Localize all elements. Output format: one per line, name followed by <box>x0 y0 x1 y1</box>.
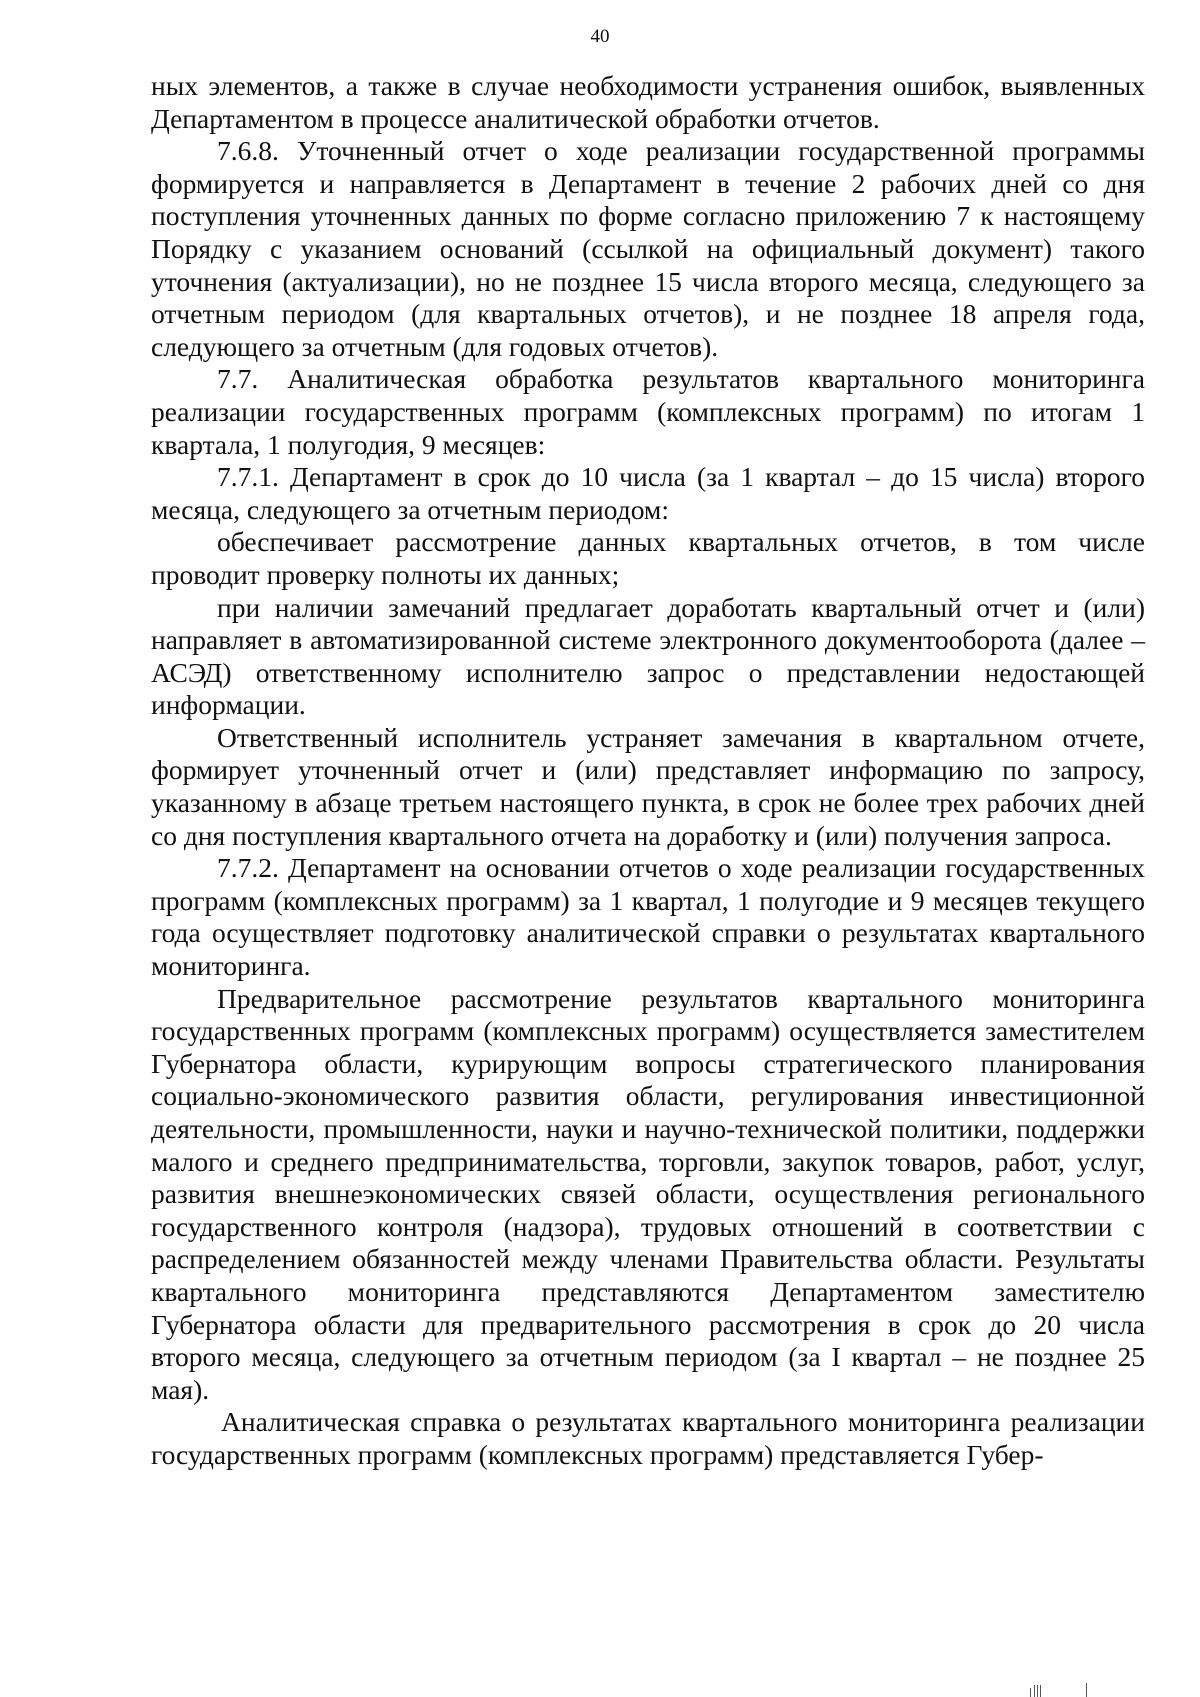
paragraph-analytical-note: Аналитическая справка о результатах квартального мониторинга реализации государственных программ (комплексных программ) представляется Губер- <box>151 1406 1145 1470</box>
paragraph-remarks-request: при наличии замечаний предлагает доработать квартальный отчет и (или) направляет в автоматизированной системе электронного документооборота (далее – АСЭД) ответственному исполнителю запрос о представлении недостающей информации. <box>151 591 1145 721</box>
paragraph-review-reports: обеспечивает рассмотрение данных квартальных отчетов, в том числе проводит проверку полноты их данных; <box>151 526 1145 590</box>
page-number: 40 <box>590 26 610 47</box>
paragraph-preliminary-review: Предварительное рассмотрение результатов квартального мониторинга государственных программ (комплексных программ) осуществляется заместителем Губернатора области, курирующим вопросы стратегического планирования социально-экономического развития области, регулирования инвестиционной деятельности, промышленности, науки и научно-технической политики, поддержки малого и среднего предпринимательства, торговли, закупок товаров, работ, услуг, развития внешнеэкономических связей области, осуществления регионального государственного контроля (надзора), трудовых отношений в соответствии с распределением обязанностей между членами Правительства области. Результаты квартального мониторинга представляются Департаментом заместителю Губернатора области для предварительного рассмотрения в срок до 20 числа второго месяца, следующего за отчетным периодом (за I квартал – не позднее 25 мая). <box>151 982 1145 1405</box>
paragraph-7-7: 7.7. Аналитическая обработка результатов квартального мониторинга реализации государственных программ (комплексных программ) по итогам 1 квартала, 1 полугодия, 9 месяцев: <box>151 363 1145 460</box>
paragraph-continuation: ных элементов, а также в случае необходимости устранения ошибок, выявленных Департаментом в процессе аналитической обработки отчетов. <box>151 70 1145 134</box>
scan-edge-marks <box>1030 1682 1090 1697</box>
paragraph-7-7-1: 7.7.1. Департамент в срок до 10 числа (за 1 квартал – до 15 числа) второго месяца, следующего за отчетным периодом: <box>151 461 1145 525</box>
paragraph-7-7-2: 7.7.2. Департамент на основании отчетов о ходе реализации государственных программ (комплексных программ) за 1 квартал, 1 полугодие и 9 месяцев текущего года осуществляет подготовку аналитической справки о результатах квартального мониторинга. <box>151 852 1145 982</box>
document-body <box>151 70 1145 1472</box>
paragraph-executor-fixes: Ответственный исполнитель устраняет замечания в квартальном отчете, формирует уточненный отчет и (или) представляет информацию по запросу, указанному в абзаце третьем настоящего пункта, в срок не более трех рабочих дней со дня поступления квартального отчета на доработку и (или) получения запроса. <box>151 721 1145 851</box>
paragraph-7-6-8: 7.6.8. Уточненный отчет о ходе реализации государственной программы формируется и направляется в Департамент в течение 2 рабочих дней со дня поступления уточненных данных по форме согласно приложению 7 к настоящему Порядку с указанием оснований (ссылкой на официальный документ) такого уточнения (актуализации), но не позднее 15 числа второго месяца, следующего за отчетным периодом (для квартальных отчетов), и не позднее 18 апреля года, следующего за отчетным (для годовых отчетов). <box>151 135 1145 362</box>
